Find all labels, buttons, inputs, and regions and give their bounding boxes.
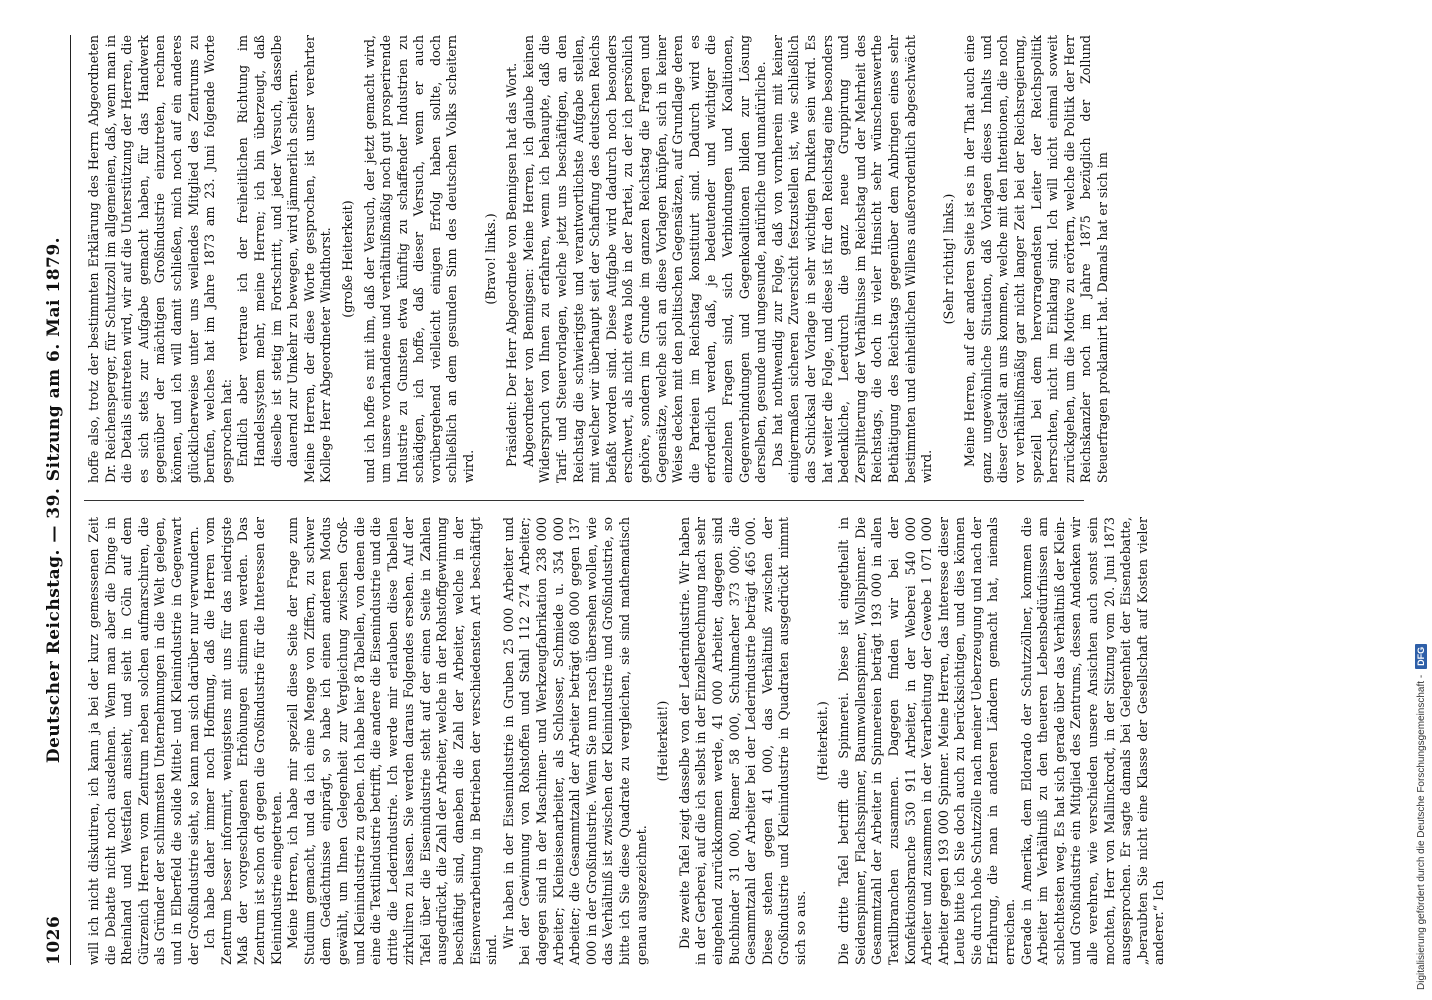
paragraph: will ich nicht diskutiren, ich kann ja bei der kurz gemessenen Zeit die Debatte nicht noch ausdehnen. Wenn man aber die Dinge in Rheinland und Westfalen ansieht, und sieht in Cöln auf dem Gürzenich Herren vom Zentrum neben solchen aufmarschiren, die als Gründer der schlimmsten Unternehmungen in die Welt gelegen, und in Elberfeld die solide Mittel- und Kleinindustrie in Gegenwart der Großindustrie sieht, so kann man sich darüber nur verwundern. <box>86 517 201 965</box>
dfg-logo-icon: DFG <box>1415 644 1427 669</box>
running-title: Deutscher Reichstag. — 39. Sitzung am 6. Mai 1879. <box>44 236 64 764</box>
interjection: (Heiterkeit.) <box>814 701 830 781</box>
interjection: (Sehr richtig! links.) <box>940 193 956 325</box>
credit-text: Digitalisierung gefördert durch die Deutsche Forschungsgemeinschaft - <box>1416 674 1427 990</box>
paragraph: Ich habe daher immer noch Hoffnung, daß die Herren vom Zentrum besser informirt, wenigstens mit uns für das niedrigste Maß der vorgeschlagenen Erhöhungen stimmen werden. Das Zentrum ist schon oft gegen die Großindustrie für die Interessen der Kleinindustrie eingetreten. <box>202 517 284 965</box>
president-statement: Präsident: Der Herr Abgeordnete von Bennigsen hat das Wort. <box>504 62 520 467</box>
paragraph: hoffe also, trotz der bestimmten Erklärung des Herrn Abgeordneten Dr. Reichensperger, für Schutzzoll im allgemeinen, daß, wenn man in die Details eintreten wird, wir auf die Unterstützung der Herren, die es sich stets zur Aufgabe gemacht haben, für das Handwerk gegenüber der mächtigen Großindustrie einzutreten, rechnen können, und ich will damit schließen, mich noch auf ein anderes glücklicherweise unter uns weilendes Mitglied des Zentrums zu berufen, welches hat im Jahre 1873 am 23. Juni folgende Worte gesprochen hat: <box>86 35 234 483</box>
left-column <box>86 517 1167 965</box>
digitization-credit <box>1415 10 1429 990</box>
paragraph: Wir haben in der Eisenindustrie in Gruben 25 000 Arbeiter und bei der Gewinnung von Rohstoffen und Stahl 112 274 Arbeiter; dagegen sind in der Maschinen- und Werkzeugfabrikation 238 000 Arbeiter; Kleineisenarbeiter, als Schlosser, Schmiede u. 354 000 Arbeiter; die Gesammtzahl der Arbeiter beträgt 608 000 gegen 137 000 in der Großindustrie. Wenn Sie nun rasch übersehen wollen, wie das Verhältniß ist zwischen der Kleinindustrie und Großindustrie, so bitte ich Sie diese Quadrate zu vergleichen, sie sind mathematisch genau ausgezeichnet. <box>500 517 649 965</box>
paragraph: Die zweite Tafel zeigt dasselbe von der Lederindustrie. Wir haben in der Gerberei, auf die ich selbst in der Einzelberechnung nach sehr eingehend zurückkommen werde, 41 000 Arbeiter, dagegen sind Buchbinder 31 000, Riemer 58 000, Schuhmacher 373 000; die Gesammtzahl der Arbeiter bei der Lederindustrie beträgt 465 000. Diese stehen gegen 41 000, das Verhältniß zwischen der Großindustrie und Kleinindustrie in Quadraten ausgedrückt nimmt sich so aus. <box>676 517 808 965</box>
quotation: Endlich aber vertraue ich der freiheitlichen Richtung im Handelssystem mehr, meine Herren; ich bin überzeugt, daß dieselbe ist stetig im Fortschritt, und jeder Versuch, dasselbe dauernd zur Umkehr zu bewegen, wird jämmerlich scheitern. <box>235 35 301 467</box>
paragraph: Meine Herren, ich habe mir speziell diese Seite der Frage zum Studium gemacht, und da ich eine Menge von Ziffern, zu schwer dem Gedächtnisse einprägt, so habe ich einen anderen Modus gewählt, um Ihnen Gelegenheit zur Vergleichung zwischen Groß- und Kleinindustrie zu geben. Ich habe hier 8 Tabellen, von denen die eine die Textilindustrie betrifft, die andere die Eisenindustrie und die dritte die Lederindustrie. Ich werde mir erlauben diese Tabellen zirkuliren zu lassen. Sie werden daraus Folgendes ersehen. Auf der Tafel über die Eisenindustrie steht auf der einen Seite in Zahlen ausgedrückt, die Zahl der Arbeiter, welche in der Rohstoffgewinnung beschäftigt sind, daneben die Zahl der Arbeiter, welche in der Eisenverarbeitung in Betrieben der verschiedensten Art beschäftigt sind. <box>285 517 500 965</box>
paragraph: Das hat nothwendig zur Folge, daß von vornherein mit keiner einigermaßen sicheren Zuversicht festzustellen ist, wie schließlich das Schicksal der Vorlage in sehr wichtigen Punkten sein wird. Es hat weiter die Folge, und diese ist für den Reichstag eine besonders bedenkliche, Leerdurch die ganz neue Gruppirung und Zersplitterung der Verhältnisse im Reichstag und der Mehrheit des Reichstags, die doch in vieler Hinsicht sehr wünschenswerthe Bethätigung des Reichstags gegenüber dem Anbringen eines sehr bestimmten und einheitlichen Willens außerordentlich abgeschwächt wird. <box>769 35 935 483</box>
interjection: (Heiterkeit!) <box>655 700 671 782</box>
paragraph: Meine Herren, der diese Worte gesprochen, ist unser verehrter Kollege Herr Abgeordneter Windthorst. <box>301 35 334 483</box>
interjection: (große Heiterkeit) <box>339 200 355 318</box>
page-number: 1026 <box>44 915 64 965</box>
page-header <box>40 35 71 965</box>
right-column <box>86 35 1111 483</box>
paragraph: Meine Herren, auf der anderen Seite ist es in der That auch eine ganz ungewöhnliche Situation, daß Vorlagen dieses Inhalts und dieser Gestalt an uns kommen, welche mit den Intentionen, die noch vor verhältnißmäßig gar nicht langer Zeit bei der Reichsregierung, speziell bei dem hervorragendsten Leiter der Reichspolitik herrschten, nicht im Einklang sind. Ich will nicht einmal soweit zurückgehen, um die Motive zu erörtern, welche die Politik der Herr Reichskanzler noch im Jahre 1875 bezüglich der Zollund Steuerfragen proklamirt hat. Damals hat er sich im <box>962 35 1111 483</box>
paragraph: und ich hoffe es mit ihm, daß der Versuch, der jetzt gemacht wird, um unsere vorhandene und verhältnißmäßig noch gut prosperirende Industrie zu Gunsten etwa künftig zu schaffender Industrien zu schädigen, ich hoffe, daß dieser Versuch, wenn er auch vorübergehend vielleicht einigen Erfolg haben sollte, doch schließlich an dem gesunden Sinn des deutschen Volks scheitern wird. <box>361 35 477 483</box>
speech-bennigsen: Abgeordneter von Bennigsen: Meine Herren, ich glaube keinen Widerspruch von Ihnen zu erfahren, wenn ich behaupte, daß die Tarif- und Steuervorlagen, welche jetzt uns beschäftigen, an den Reichstag die schwierigste und verantwortlichste Aufgabe stellen, mit welcher wir überhaupt seit der Schaffung des deutschen Reichs befaßt worden sind. Diese Aufgabe wird dadurch noch besonders erschwert, als nicht etwa bloß in der Partei, zu der ich persönlich gehöre, sondern im Grunde im ganzen Reichstag die Fragen und Gegensätze, welche sich an diese Vorlagen knüpfen, sich in keiner Weise decken mit den politischen Gegensätzen, auf Grundlage deren die Parteien im Reichstag konstituirt sind. Dadurch wird es erforderlich werden, daß, je bedeutender und wichtiger die einzelnen Fragen sind, sich Verbindungen und Koalitionen, Gegenverbindungen und Gegenkoalitionen bilden zur Lösung derselben, gesunde und ungesunde, natürliche und unnatürliche. <box>520 35 769 483</box>
paragraph: Gerade in Amerika, dem Eldorado der Schutzzöllner, kommen die Arbeiter im Verhältniß zu den theueren Lebensbedürfnissen am schlechtesten weg. Es hat sich gerade über das Verhältniß der Klein- und Großindustrie ein Mitglied des Zentrums, dessen Andenken wir alle verehren, wie verschieden unsere Ansichten auch sonst sein mochten, Herr von Mallinckrodt, in der Sitzung vom 20. Juni 1873 ausgesprochen. Er sagte damals bei Gelegenheit der Eisendebatte, „beraubten Sie nicht eine Klasse der Gesellschaft auf Kosten vieler anderer.“ Ich <box>1018 517 1167 965</box>
column-divider <box>84 500 1084 501</box>
interjection: (Bravo! links.) <box>482 213 498 305</box>
paragraph: Die dritte Tafel betrifft die Spinnerei. Diese ist eingetheilt in Seidenspinner, Flachsspinner, Baumwollenspinner, Wollspinner. Die Gesammtzahl der Arbeiter in Spinnereien beträgt 193 000 in allen Textilbranchen zusammen. Dagegen finden wir bei der Konfektionsbranche 530 911 Arbeiter, in der Weberei 540 000 Arbeiter und zusammen in der Verarbeitung der Gewebe 1 071 000 Arbeiter gegen 193 000 Spinner. Meine Herren, das Interesse dieser Leute bitte ich Sie doch auch zu berücksichtigen, und dies können Sie durch hohe Schutzzölle nach meiner Ueberzeugung und nach der Erfahrung, die man in anderen Ländern gemacht hat, niemals erreichen. <box>836 517 1018 965</box>
